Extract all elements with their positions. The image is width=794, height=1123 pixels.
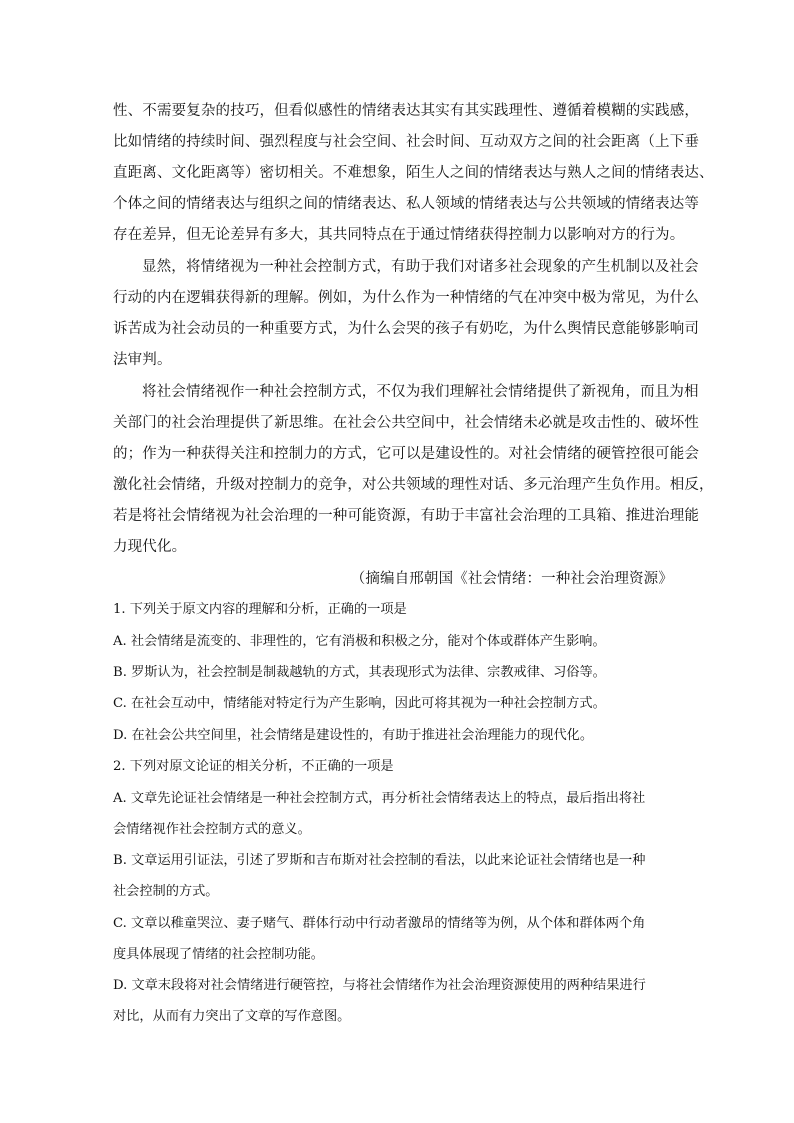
text-line: 存在差异，但无论差异有多大，其共同特点在于通过情绪获得控制力以影响对方的行为。 xyxy=(113,227,685,243)
source-citation: （摘编自邢朝国《社会情绪：一种社会治理资源》 xyxy=(350,571,673,587)
text-line: 法审判。 xyxy=(113,352,172,368)
text-line: 若是将社会情绪视为社会治理的一种可能资源，有助于丰富社会治理的工具箱、推进治理能 xyxy=(113,508,699,524)
option-d: D. 在社会公共空间里，社会情绪是建设性的，有助于推进社会治理能力的现代化。 xyxy=(113,728,594,743)
text-line: 的；作为一种获得关注和控制力的方式，它可以是建设性的。对社会情绪的硬管控很可能会 xyxy=(113,446,699,462)
option-b: B. 罗斯认为，社会控制是制裁越轨的方式，其表现形式为法律、宗教戒律、习俗等。 xyxy=(113,665,606,680)
option-c: C. 在社会互动中，情绪能对特定行为产生影响，因此可将其视为一种社会控制方式。 xyxy=(113,696,606,711)
option-d-continued: 对比，从而有力突出了文章的写作意图。 xyxy=(113,1009,351,1024)
text-line: 关部门的社会治理提供了新思维。在社会公共空间中，社会情绪未必就是攻击性的、破坏性 xyxy=(113,415,699,431)
option-c: C. 文章以稚童哭泣、妻子赌气、群体行动中行动者激昂的情绪等为例，从个体和群体两个角 xyxy=(113,916,646,931)
text-line: 显然，将情绪视为一种社会控制方式，有助于我们对诸多社会现象的产生机制以及社会 xyxy=(142,259,699,275)
text-line: 行动的内在逻辑获得新的理解。例如，为什么作为一种情绪的气在冲突中极为常见，为什么 xyxy=(113,290,699,306)
text-line: 比如情绪的持续时间、强烈程度与社会空间、社会时间、互动双方之间的社会距离（上下垂 xyxy=(113,134,699,150)
text-line: 力现代化。 xyxy=(113,539,187,555)
option-d: D. 文章末段将对社会情绪进行硬管控，与将社会情绪作为社会治理资源使用的两种结果进行 xyxy=(113,978,646,993)
option-c-continued: 度具体展现了情绪的社会控制功能。 xyxy=(113,947,324,962)
question-stem: 2. 下列对原文论证的相关分析，不正确的一项是 xyxy=(113,759,394,774)
option-a-continued: 会情绪视作社会控制方式的意义。 xyxy=(113,822,311,837)
question-stem: 1. 下列关于原文内容的理解和分析，正确的一项是 xyxy=(113,602,407,617)
option-a: A. 社会情绪是流变的、非理性的，它有消极和积极之分，能对个体或群体产生影响。 xyxy=(113,634,606,649)
text-line: 个体之间的情绪表达与组织之间的情绪表达、私人领域的情绪表达与公共领域的情绪表达等 xyxy=(113,196,699,212)
text-line: 性、不需要复杂的技巧，但看似感性的情绪表达其实有其实践理性、遵循着模糊的实践感， xyxy=(113,103,699,119)
text-line: 激化社会情绪，升级对控制力的竞争，对公共领域的理性对话、多元治理产生负作用。相反， xyxy=(113,477,714,493)
option-b: B. 文章运用引证法，引述了罗斯和吉布斯对社会控制的看法，以此来论证社会情绪也是一种 xyxy=(113,853,646,868)
text-line: 诉苦成为社会动员的一种重要方式，为什么会哭的孩子有奶吃，为什么舆情民意能够影响司 xyxy=(113,321,699,337)
option-a: A. 文章先论证社会情绪是一种社会控制方式，再分析社会情绪表达上的特点，最后指出将社 xyxy=(113,791,646,806)
text-line: 将社会情绪视作一种社会控制方式，不仅为我们理解社会情绪提供了新视角，而且为相 xyxy=(142,384,699,400)
option-b-continued: 社会控制的方式。 xyxy=(113,884,219,899)
text-line: 直距离、文化距离等）密切相关。不难想象，陌生人之间的情绪表达与熟人之间的情绪表达、 xyxy=(113,165,714,181)
